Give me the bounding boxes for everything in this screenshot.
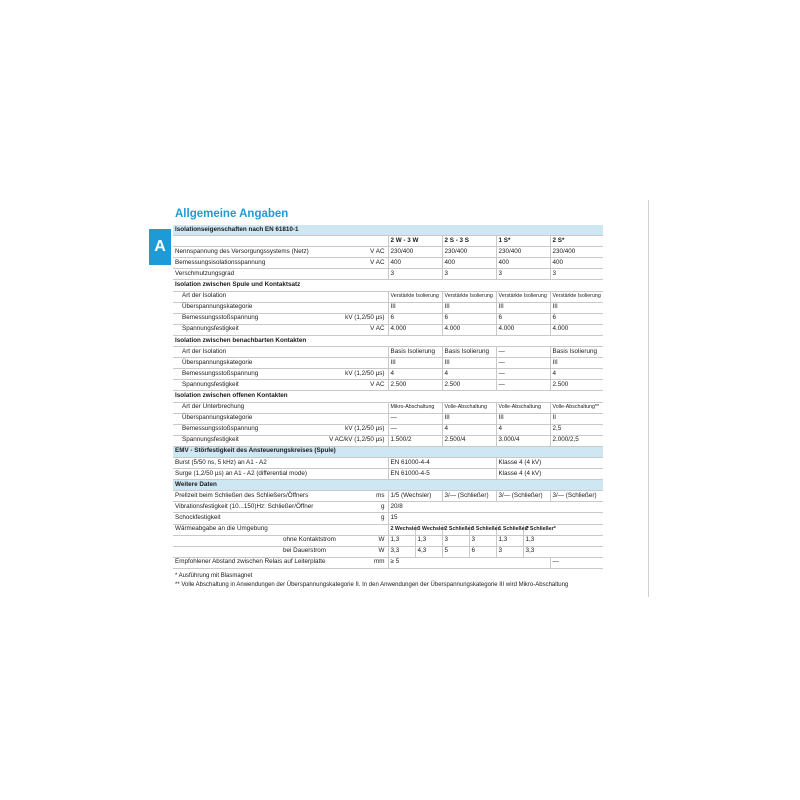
cell: — [496, 347, 550, 358]
row-label: Spannungsfestigkeit [173, 324, 315, 335]
row-label: Burst (5/50 ns, 5 kHz) an A1 - A2 [173, 457, 388, 468]
cell: 400 [442, 258, 496, 269]
cell: 1,3 [523, 535, 603, 546]
subsection-title: Isolation zwischen Spule und Kontaktsatz [173, 280, 603, 291]
cell: Verstärkte Isolierung [442, 291, 496, 302]
cell: Basis Isolierung [550, 347, 603, 358]
row-unit: mm [315, 557, 388, 568]
row-unit: ms [315, 491, 388, 502]
row-label: Nennspannung des Versorgungssystems (Netz) [173, 247, 315, 258]
row-unit: g [315, 513, 388, 524]
table-row [173, 258, 603, 269]
emv-header: EMV - Störfestigkeit des Ansteuerungskreises (Spule) [173, 446, 603, 457]
cell: Verstärkte Isolierung [388, 291, 442, 302]
cell: 4.000 [496, 324, 550, 335]
subsection-row [173, 280, 603, 291]
cell: 1,3 [415, 535, 442, 546]
cell: 1,3 [496, 535, 523, 546]
row-label: Überspannungskategorie [173, 413, 315, 424]
cell: 6 [496, 313, 550, 324]
table-row [173, 413, 603, 424]
cell: — [388, 413, 442, 424]
row-label: Art der Isolation [173, 347, 315, 358]
subsection-row [173, 335, 603, 346]
row-unit: kV (1,2/50 µs) [315, 313, 388, 324]
col-header: 2 S* [550, 236, 603, 247]
row-label: Surge (1,2/50 µs) an A1 - A2 (differential mode) [173, 469, 388, 480]
row-unit [315, 269, 388, 280]
cell: 230/400 [442, 247, 496, 258]
row-unit: V AC [315, 258, 388, 269]
row-label: Überspannungskategorie [173, 302, 315, 313]
table-row [173, 302, 603, 313]
cell: III [496, 302, 550, 313]
col-header: 2 W - 3 W [388, 236, 442, 247]
cell: 3 [469, 535, 496, 546]
cell: Klasse 4 (4 kV) [496, 469, 603, 480]
row-unit: W [315, 535, 388, 546]
cell: II [550, 413, 603, 424]
cell: — [496, 369, 550, 380]
row-label: Schockfestigkeit [173, 513, 315, 524]
col-header: 3 Wechsler [415, 524, 442, 535]
subsection-title: Isolation zwischen offenen Kontakten [173, 391, 603, 402]
row-label: Art der Unterbrechung [173, 402, 315, 413]
cell: Basis Isolierung [388, 347, 442, 358]
table-row [173, 347, 603, 358]
footnote: * Ausführung mit Blasmagnet [175, 573, 253, 579]
row-unit: V AC/kV (1,2/50 µs) [315, 435, 388, 446]
cell: Klasse 4 (4 kV) [496, 457, 603, 468]
table-section-header [173, 446, 603, 457]
table-row [173, 247, 603, 258]
cell: 4 [442, 369, 496, 380]
col-header: 2 S - 3 S [442, 236, 496, 247]
cell: III [442, 413, 496, 424]
subsection-row [173, 391, 603, 402]
cell: 3,3 [523, 546, 603, 557]
cell: 400 [496, 258, 550, 269]
table-row [173, 269, 603, 280]
row-unit: kV (1,2/50 µs) [315, 424, 388, 435]
footnote: ** Volle Abschaltung in Anwendungen der Überspannungskategorie II. In den Anwendungen der Überspannungskategorie III wird Mikro-Abschaltung [175, 582, 569, 588]
cell: III [496, 413, 550, 424]
cell: 3 [442, 269, 496, 280]
cell: 2.500/4 [442, 435, 496, 446]
cell: Verstärkte Isolierung [550, 291, 603, 302]
cell: III [442, 358, 496, 369]
table-section-header [173, 480, 603, 491]
cell: — [550, 557, 603, 568]
cell: 1.500/2 [388, 435, 442, 446]
cell: 1,3 [388, 535, 415, 546]
table-row [173, 380, 603, 391]
row-unit: V AC [315, 324, 388, 335]
cell: 400 [550, 258, 603, 269]
page-edge-line [648, 200, 649, 597]
weitere-header: Weitere Daten [173, 480, 603, 491]
col-header: 1 Schließer* [496, 524, 523, 535]
cell: III [388, 302, 442, 313]
row-label: Bemessungsstoßspannung [173, 424, 315, 435]
cell: EN 61000-4-4 [388, 457, 496, 468]
table-row [173, 358, 603, 369]
cell: 3/— (Schließer) [496, 491, 550, 502]
row-label: Vibrationsfestigkeit (10...150)Hz: Schließer/Öffner [173, 502, 315, 513]
table-row [173, 291, 603, 302]
cell: 2,5 [550, 424, 603, 435]
cell: 3 [388, 269, 442, 280]
row-label: Bemessungsisolationsspannung [173, 258, 315, 269]
cell: Verstärkte Isolierung [496, 291, 550, 302]
row-label: Empfohlener Abstand zwischen Relais auf Leiterplatte [173, 557, 315, 568]
cell: EN 61000-4-5 [388, 469, 496, 480]
col-header: 1 S* [496, 236, 550, 247]
cell: III [442, 302, 496, 313]
row-label: Art der Isolation [173, 291, 315, 302]
cell: Basis Isolierung [442, 347, 496, 358]
cell: 400 [388, 258, 442, 269]
table-row [173, 557, 603, 568]
cell: III [388, 358, 442, 369]
isolation-header: Isolationseigenschaften nach EN 61810-1 [173, 225, 603, 236]
table-row [173, 457, 603, 468]
cell: 2.500 [550, 380, 603, 391]
cell: 3 [442, 535, 469, 546]
cell: 1/5 (Wechsler) [388, 491, 442, 502]
cell: Mikro-Abschaltung [388, 402, 442, 413]
cell: 6 [550, 313, 603, 324]
cell: 5 [442, 546, 469, 557]
cell: 3 [496, 546, 523, 557]
cell: 3/— (Schließer) [442, 491, 496, 502]
row-label: Überspannungskategorie [173, 358, 315, 369]
cell: 4.000 [442, 324, 496, 335]
col-header: 2 Schließer [442, 524, 469, 535]
cell: Volle-Abschaltung** [550, 402, 603, 413]
cell: 2.500 [388, 380, 442, 391]
row-label: Verschmutzungsgrad [173, 269, 315, 280]
cell: 3,3 [388, 546, 415, 557]
cell: 15 [388, 513, 603, 524]
table-row [173, 546, 603, 557]
table-row [173, 324, 603, 335]
cell: 4 [550, 369, 603, 380]
cell: ≥ 5 [388, 557, 550, 568]
table-row [173, 469, 603, 480]
table-row [173, 402, 603, 413]
footnotes [175, 572, 568, 590]
cell: III [550, 302, 603, 313]
table-section-header [173, 225, 603, 236]
cell: 3/— (Schließer) [550, 491, 603, 502]
row-label: Spannungsfestigkeit [173, 435, 315, 446]
cell: 4.000 [550, 324, 603, 335]
column-header-row [173, 236, 603, 247]
table-row [173, 502, 603, 513]
row-unit: V AC [315, 380, 388, 391]
cell: 6 [442, 313, 496, 324]
row-unit: V AC [315, 247, 388, 258]
table-row [173, 435, 603, 446]
cell: 3 [550, 269, 603, 280]
cell: 4,3 [415, 546, 442, 557]
cell: 2.500 [442, 380, 496, 391]
col-header: 2 Schließer* [523, 524, 603, 535]
cell: — [496, 358, 550, 369]
row-label: Prellzeit beim Schließen des Schließers/Öffners [173, 491, 315, 502]
cell: 4 [496, 424, 550, 435]
cell: 4 [388, 369, 442, 380]
col-header: 3 Schließer [469, 524, 496, 535]
cell: — [496, 380, 550, 391]
cell: Volle-Abschaltung [496, 402, 550, 413]
cell: 4.000 [388, 324, 442, 335]
page-title: Allgemeine Angaben [175, 208, 289, 220]
table-row [173, 491, 603, 502]
table-row [173, 535, 603, 546]
table-row [173, 424, 603, 435]
cell: III [550, 358, 603, 369]
cell: 230/400 [550, 247, 603, 258]
row-unit: kV (1,2/50 µs) [315, 369, 388, 380]
row-label: Bemessungsstoßspannung [173, 313, 315, 324]
cell: 3 [496, 269, 550, 280]
row-unit: W [315, 546, 388, 557]
section-tab-a: A [149, 229, 171, 265]
table-row [173, 313, 603, 324]
row-label: bei Dauerstrom [173, 546, 315, 557]
table-row [173, 513, 603, 524]
col-header: 2 Wechsler [388, 524, 415, 535]
row-label: Bemessungsstoßspannung [173, 369, 315, 380]
cell: 230/400 [388, 247, 442, 258]
row-label: ohne Kontaktstrom [173, 535, 315, 546]
cell: 2.000/2,5 [550, 435, 603, 446]
table-row [173, 524, 603, 535]
cell: 20/8 [388, 502, 603, 513]
cell: — [388, 424, 442, 435]
row-label: Wärmeabgabe an die Umgebung [173, 524, 388, 535]
cell: Volle-Abschaltung [442, 402, 496, 413]
cell: 6 [469, 546, 496, 557]
cell: 6 [388, 313, 442, 324]
table-row [173, 369, 603, 380]
row-label: Spannungsfestigkeit [173, 380, 315, 391]
cell: 230/400 [496, 247, 550, 258]
row-unit: g [315, 502, 388, 513]
spec-table [173, 225, 603, 569]
cell: 3.000/4 [496, 435, 550, 446]
cell: 4 [442, 424, 496, 435]
subsection-title: Isolation zwischen benachbarten Kontakten [173, 335, 603, 346]
